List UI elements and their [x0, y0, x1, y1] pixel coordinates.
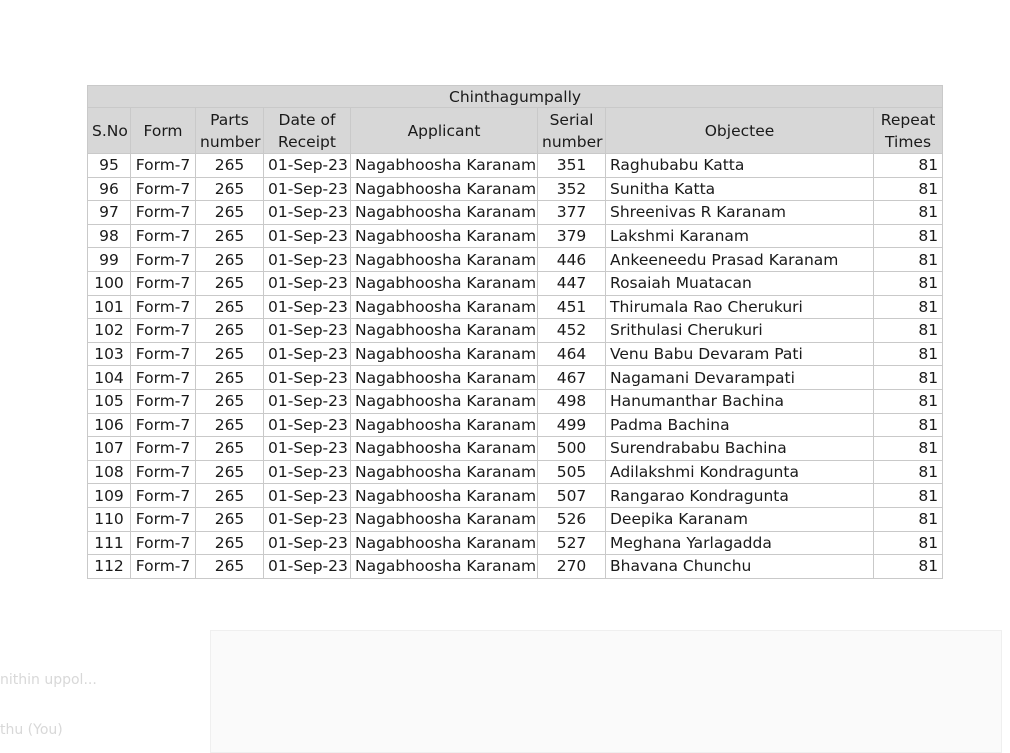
table-row	[88, 484, 943, 508]
table-row	[88, 319, 943, 343]
cell-objectee: Ankeeneedu Prasad Karanam	[606, 248, 874, 272]
cell-objectee: Hanumanthar Bachina	[606, 389, 874, 413]
cell-serial-number: 451	[538, 295, 606, 319]
cell-form: Form-7	[131, 154, 196, 178]
cell-date-of-receipt: 01-Sep-23	[264, 154, 351, 178]
cell-applicant: Nagabhoosha Karanam	[351, 460, 538, 484]
cell-applicant: Nagabhoosha Karanam	[351, 437, 538, 461]
table-title: Chinthagumpally	[88, 86, 943, 108]
cell-date-of-receipt: 01-Sep-23	[264, 342, 351, 366]
cell-applicant: Nagabhoosha Karanam	[351, 484, 538, 508]
cell-repeat-times: 81	[874, 460, 943, 484]
cell-repeat-times: 81	[874, 484, 943, 508]
cell-sno: 106	[88, 413, 131, 437]
table-row	[88, 177, 943, 201]
cell-objectee: Nagamani Devarampati	[606, 366, 874, 390]
cell-parts-number: 265	[196, 507, 264, 531]
cell-parts-number: 265	[196, 366, 264, 390]
cell-sno: 96	[88, 177, 131, 201]
cell-serial-number: 499	[538, 413, 606, 437]
cell-parts-number: 265	[196, 319, 264, 343]
cell-serial-number: 379	[538, 224, 606, 248]
cell-serial-number: 505	[538, 460, 606, 484]
cell-form: Form-7	[131, 201, 196, 225]
table-row	[88, 413, 943, 437]
cell-objectee: Lakshmi Karanam	[606, 224, 874, 248]
cell-objectee: Venu Babu Devaram Pati	[606, 342, 874, 366]
cell-repeat-times: 81	[874, 248, 943, 272]
cell-applicant: Nagabhoosha Karanam	[351, 531, 538, 555]
cell-objectee: Rosaiah Muatacan	[606, 271, 874, 295]
background-text-line-1: nithin uppol...	[0, 672, 97, 688]
cell-applicant: Nagabhoosha Karanam	[351, 248, 538, 272]
cell-sno: 99	[88, 248, 131, 272]
cell-applicant: Nagabhoosha Karanam	[351, 295, 538, 319]
cell-form: Form-7	[131, 177, 196, 201]
cell-objectee: Deepika Karanam	[606, 507, 874, 531]
cell-applicant: Nagabhoosha Karanam	[351, 413, 538, 437]
cell-parts-number: 265	[196, 555, 264, 579]
cell-form: Form-7	[131, 507, 196, 531]
cell-applicant: Nagabhoosha Karanam	[351, 271, 538, 295]
table-row	[88, 271, 943, 295]
cell-sno: 108	[88, 460, 131, 484]
cell-serial-number: 352	[538, 177, 606, 201]
cell-parts-number: 265	[196, 342, 264, 366]
cell-objectee: Shreenivas R Karanam	[606, 201, 874, 225]
cell-parts-number: 265	[196, 248, 264, 272]
cell-applicant: Nagabhoosha Karanam	[351, 342, 538, 366]
table-row	[88, 201, 943, 225]
cell-sno: 103	[88, 342, 131, 366]
cell-date-of-receipt: 01-Sep-23	[264, 437, 351, 461]
cell-date-of-receipt: 01-Sep-23	[264, 295, 351, 319]
cell-repeat-times: 81	[874, 342, 943, 366]
cell-serial-number: 464	[538, 342, 606, 366]
cell-parts-number: 265	[196, 154, 264, 178]
cell-date-of-receipt: 01-Sep-23	[264, 366, 351, 390]
cell-form: Form-7	[131, 271, 196, 295]
cell-date-of-receipt: 01-Sep-23	[264, 389, 351, 413]
cell-repeat-times: 81	[874, 201, 943, 225]
table-row	[88, 295, 943, 319]
table-row	[88, 248, 943, 272]
header-applicant: Applicant	[351, 108, 538, 154]
cell-repeat-times: 81	[874, 507, 943, 531]
cell-date-of-receipt: 01-Sep-23	[264, 460, 351, 484]
cell-sno: 101	[88, 295, 131, 319]
table-row	[88, 507, 943, 531]
cell-objectee: Padma Bachina	[606, 413, 874, 437]
cell-applicant: Nagabhoosha Karanam	[351, 154, 538, 178]
cell-form: Form-7	[131, 460, 196, 484]
cell-objectee: Sunitha Katta	[606, 177, 874, 201]
table-row	[88, 531, 943, 555]
header-parts-number: Parts number	[196, 108, 264, 154]
cell-serial-number: 377	[538, 201, 606, 225]
table-row	[88, 154, 943, 178]
table-header-row	[88, 108, 943, 154]
cell-date-of-receipt: 01-Sep-23	[264, 177, 351, 201]
cell-serial-number: 500	[538, 437, 606, 461]
cell-form: Form-7	[131, 342, 196, 366]
cell-parts-number: 265	[196, 460, 264, 484]
header-objectee: Objectee	[606, 108, 874, 154]
header-form: Form	[131, 108, 196, 154]
cell-objectee: Rangarao Kondragunta	[606, 484, 874, 508]
records-sheet	[87, 85, 942, 579]
cell-objectee: Thirumala Rao Cherukuri	[606, 295, 874, 319]
table-row	[88, 437, 943, 461]
cell-date-of-receipt: 01-Sep-23	[264, 484, 351, 508]
cell-parts-number: 265	[196, 484, 264, 508]
table-row	[88, 460, 943, 484]
cell-repeat-times: 81	[874, 154, 943, 178]
cell-form: Form-7	[131, 555, 196, 579]
cell-date-of-receipt: 01-Sep-23	[264, 413, 351, 437]
cell-form: Form-7	[131, 389, 196, 413]
cell-sno: 97	[88, 201, 131, 225]
cell-repeat-times: 81	[874, 319, 943, 343]
cell-date-of-receipt: 01-Sep-23	[264, 507, 351, 531]
cell-date-of-receipt: 01-Sep-23	[264, 224, 351, 248]
table-body	[88, 154, 943, 579]
cell-applicant: Nagabhoosha Karanam	[351, 366, 538, 390]
table-row	[88, 366, 943, 390]
header-date-of-receipt: Date of Receipt	[264, 108, 351, 154]
cell-serial-number: 270	[538, 555, 606, 579]
cell-form: Form-7	[131, 484, 196, 508]
cell-date-of-receipt: 01-Sep-23	[264, 555, 351, 579]
cell-repeat-times: 81	[874, 531, 943, 555]
cell-objectee: Bhavana Chunchu	[606, 555, 874, 579]
cell-date-of-receipt: 01-Sep-23	[264, 201, 351, 225]
cell-form: Form-7	[131, 413, 196, 437]
cell-sno: 95	[88, 154, 131, 178]
cell-parts-number: 265	[196, 177, 264, 201]
cell-repeat-times: 81	[874, 366, 943, 390]
cell-sno: 107	[88, 437, 131, 461]
cell-applicant: Nagabhoosha Karanam	[351, 389, 538, 413]
cell-date-of-receipt: 01-Sep-23	[264, 248, 351, 272]
cell-sno: 109	[88, 484, 131, 508]
cell-sno: 102	[88, 319, 131, 343]
objection-records-table	[87, 85, 943, 579]
cell-serial-number: 467	[538, 366, 606, 390]
cell-sno: 104	[88, 366, 131, 390]
cell-parts-number: 265	[196, 224, 264, 248]
cell-objectee: Surendrababu Bachina	[606, 437, 874, 461]
cell-parts-number: 265	[196, 413, 264, 437]
cell-form: Form-7	[131, 531, 196, 555]
table-title-row	[88, 86, 943, 108]
cell-parts-number: 265	[196, 295, 264, 319]
cell-sno: 98	[88, 224, 131, 248]
cell-applicant: Nagabhoosha Karanam	[351, 507, 538, 531]
cell-serial-number: 527	[538, 531, 606, 555]
cell-form: Form-7	[131, 295, 196, 319]
background-panel	[210, 630, 1002, 753]
cell-objectee: Meghana Yarlagadda	[606, 531, 874, 555]
cell-parts-number: 265	[196, 531, 264, 555]
cell-repeat-times: 81	[874, 224, 943, 248]
cell-form: Form-7	[131, 437, 196, 461]
cell-objectee: Srithulasi Cherukuri	[606, 319, 874, 343]
cell-serial-number: 526	[538, 507, 606, 531]
cell-repeat-times: 81	[874, 271, 943, 295]
cell-date-of-receipt: 01-Sep-23	[264, 319, 351, 343]
header-repeat-times: Repeat Times	[874, 108, 943, 154]
cell-serial-number: 452	[538, 319, 606, 343]
table-row	[88, 555, 943, 579]
cell-serial-number: 507	[538, 484, 606, 508]
cell-date-of-receipt: 01-Sep-23	[264, 271, 351, 295]
table-row	[88, 342, 943, 366]
cell-repeat-times: 81	[874, 389, 943, 413]
cell-serial-number: 351	[538, 154, 606, 178]
cell-parts-number: 265	[196, 389, 264, 413]
cell-date-of-receipt: 01-Sep-23	[264, 531, 351, 555]
cell-form: Form-7	[131, 319, 196, 343]
background-text-line-2: thu (You)	[0, 722, 63, 738]
cell-serial-number: 447	[538, 271, 606, 295]
cell-form: Form-7	[131, 248, 196, 272]
cell-sno: 100	[88, 271, 131, 295]
cell-serial-number: 446	[538, 248, 606, 272]
cell-repeat-times: 81	[874, 295, 943, 319]
cell-objectee: Raghubabu Katta	[606, 154, 874, 178]
cell-sno: 110	[88, 507, 131, 531]
cell-repeat-times: 81	[874, 437, 943, 461]
cell-parts-number: 265	[196, 437, 264, 461]
cell-repeat-times: 81	[874, 177, 943, 201]
cell-sno: 112	[88, 555, 131, 579]
header-sno: S.No	[88, 108, 131, 154]
table-row	[88, 224, 943, 248]
cell-applicant: Nagabhoosha Karanam	[351, 224, 538, 248]
cell-applicant: Nagabhoosha Karanam	[351, 201, 538, 225]
cell-repeat-times: 81	[874, 413, 943, 437]
cell-parts-number: 265	[196, 201, 264, 225]
cell-form: Form-7	[131, 224, 196, 248]
cell-sno: 111	[88, 531, 131, 555]
cell-parts-number: 265	[196, 271, 264, 295]
cell-sno: 105	[88, 389, 131, 413]
cell-applicant: Nagabhoosha Karanam	[351, 319, 538, 343]
table-row	[88, 389, 943, 413]
cell-applicant: Nagabhoosha Karanam	[351, 177, 538, 201]
header-serial-number: Serial number	[538, 108, 606, 154]
cell-serial-number: 498	[538, 389, 606, 413]
cell-objectee: Adilakshmi Kondragunta	[606, 460, 874, 484]
cell-form: Form-7	[131, 366, 196, 390]
cell-repeat-times: 81	[874, 555, 943, 579]
cell-applicant: Nagabhoosha Karanam	[351, 555, 538, 579]
